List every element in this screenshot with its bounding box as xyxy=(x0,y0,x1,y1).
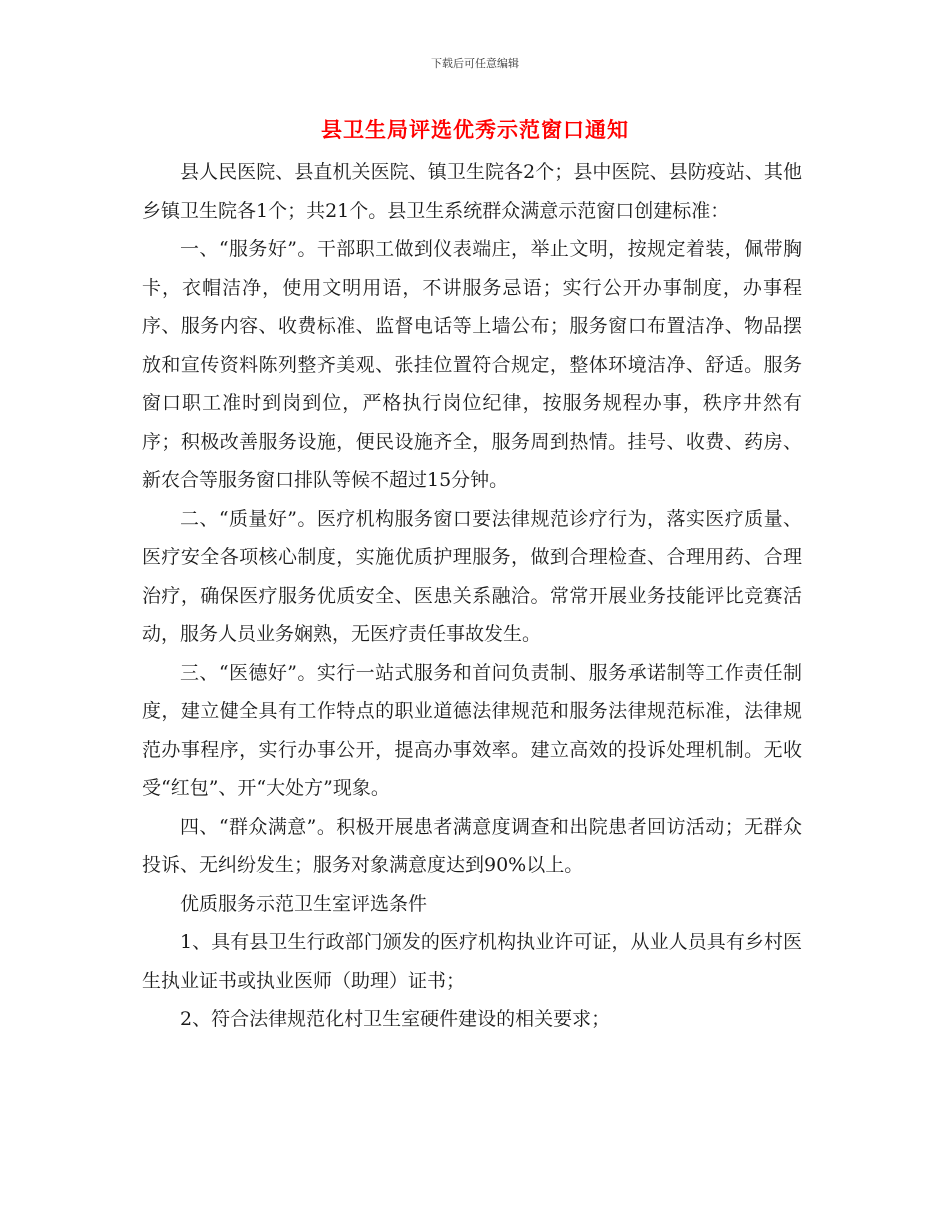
document-title: 县卫生局评选优秀示范窗口通知 xyxy=(321,117,629,142)
header-note: 下载后可任意编辑 xyxy=(431,57,519,70)
paragraph-quality: 二、“质量好”。医疗机构服务窗口要法律规范诊疗行为，落实医疗质量、医疗安全各项核心制度，实施优质护理服务，做到合理检查、合理用药、合理治疗，确保医疗服务优质安全、医患关系融洽。常常开展业务技能评比竞赛活动，服务人员业务娴熟，无医疗责任事故发生。 xyxy=(142,507,802,645)
paragraph-service: 一、“服务好”。干部职工做到仪表端庄，举止文明，按规定着装，佩带胸卡，衣帽洁净，使用文明用语，不讲服务忌语；实行公开办事制度，办事程序、服务内容、收费标准、监督电话等上墙公布；服务窗口布置洁净、物品摆放和宣传资料陈列整齐美观、张挂位置符合规定，整体环境洁净、舒适。服务窗口职工准时到岗到位，严格执行岗位纪律，按服务规程办事，秩序井然有序；积极改善服务设施，便民设施齐全，服务周到热情。挂号、收费、药房、新农合等服务窗口排队等候不超过15分钟。 xyxy=(142,238,802,491)
paragraph-satisfaction: 四、“群众满意”。积极开展患者满意度调查和出院患者回访活动；无群众投诉、无纠纷发生；服务对象满意度达到90%以上。 xyxy=(142,815,802,876)
paragraph-ethics: 三、“医德好”。实行一站式服务和首问负责制、服务承诺制等工作责任制度，建立健全具有工作特点的职业道德法律规范和服务法律规范标准，法律规范办事程序，实行办事公开，提高办事效率。建立高效的投诉处理机制。无收受“红包”、开“大处方”现象。 xyxy=(142,661,802,799)
paragraph-intro: 县人民医院、县直机关医院、镇卫生院各2个；县中医院、县防疫站、其他乡镇卫生院各1个；共21个。县卫生系统群众满意示范窗口创建标准： xyxy=(142,161,802,222)
list-item: 1、具有县卫生行政部门颁发的医疗机构执业许可证，从业人员具有乡村医生执业证书或执业医师（助理）证书； xyxy=(142,931,802,992)
list-item: 2、符合法律规范化村卫生室硬件建设的相关要求； xyxy=(180,1008,611,1030)
document-body xyxy=(142,153,802,1039)
section-heading: 优质服务示范卫生室评选条件 xyxy=(180,892,428,915)
